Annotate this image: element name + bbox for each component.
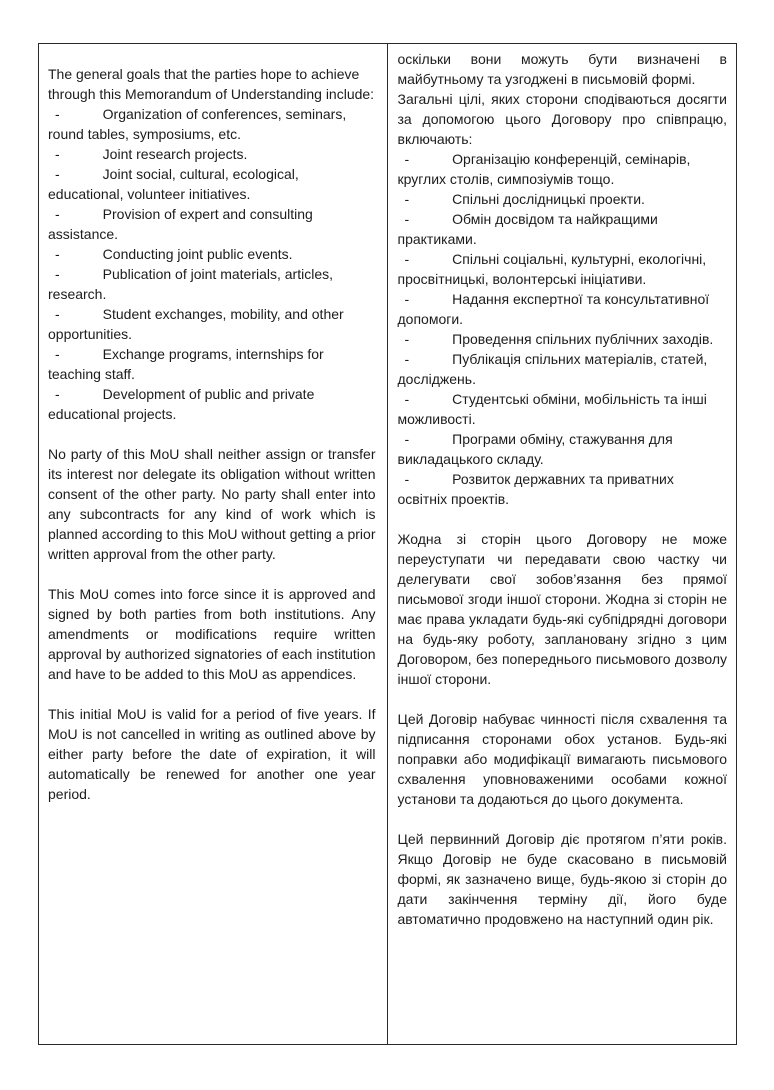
list-dash-marker: - <box>55 386 60 402</box>
paragraph: This MoU comes into force since it is approved and signed by both parties from both institutions. Any amendments or modifications require written approval by authorized signatories of each institution and have to be added to this MoU as appendices. <box>48 586 376 682</box>
list-item <box>398 149 728 189</box>
list-dash-marker: - <box>404 151 410 167</box>
list-item-text: Організацію конференцій, семінарів, круглих столів, симпозіумів тощо. <box>397 151 691 187</box>
list-item <box>398 209 728 249</box>
dashed-list <box>48 384 376 424</box>
list-item-text: Спільні дослідницькі проекти. <box>452 191 645 207</box>
dashed-list <box>398 149 728 469</box>
list-dash-marker: - <box>404 211 410 227</box>
list-item-text: Organization of conferences, seminars, round tables, symposiums, etc. <box>48 106 347 142</box>
list-item-text: Development of public and private educational projects. <box>48 386 315 422</box>
dashed-list <box>48 104 376 384</box>
list-item <box>398 429 728 469</box>
list-item <box>48 304 376 344</box>
list-item <box>48 144 376 164</box>
list-item-text: Joint social, cultural, ecological, educational, volunteer initiatives. <box>48 166 299 202</box>
list-item <box>398 389 728 429</box>
paragraph: Цей первинний Договір діє протягом п’яти років. Якщо Договір не буде скасовано в письмовій формі, як зазначено вище, будь-якою зі сторін до дати закінчення терміну дії, його буде автоматично продовжено на наступний один рік. <box>397 831 727 927</box>
paragraph: Загальні цілі, яких сторони сподіваються досягти за допомогою цього Договору про співпрацю, включають: <box>397 91 727 147</box>
list-item-text: Conducting joint public events. <box>102 246 293 262</box>
mou-bilingual-table <box>38 43 737 1045</box>
list-item-text: Студентські обміни, мобільність та інші можливості. <box>397 391 707 427</box>
paragraph: No party of this MoU shall neither assign or transfer its interest nor delegate its obligation without written consent of the other party. No party shall enter into any subcontracts for any kind of work which is planned according to this MoU without getting a prior written approval from the other party. <box>48 446 376 562</box>
list-item-text: Joint research projects. <box>102 146 248 162</box>
paragraph: оскільки вони можуть бути визначені в майбутньому та узгоджені в письмовій формі. <box>397 51 727 87</box>
list-dash-marker: - <box>55 306 60 322</box>
list-item <box>48 264 376 304</box>
list-item <box>48 204 376 244</box>
list-item <box>48 104 376 144</box>
list-dash-marker: - <box>55 166 60 182</box>
list-item-text: Публікація спільних матеріалів, статей, досліджень. <box>397 351 708 387</box>
list-item-text: Проведення спільних публічних заходів. <box>452 331 714 347</box>
list-dash-marker: - <box>55 266 60 282</box>
list-item <box>398 289 728 329</box>
column-ukrainian <box>388 44 737 1044</box>
paragraph: Цей Договір набуває чинності після схвалення та підписання сторонами обох установ. Будь-які поправки або модифікації вимагають письмового схвалення уповноваженими особами кожної установи та додаються до цього документа. <box>397 711 727 807</box>
list-item-text: Обмін досвідом та найкращими практиками. <box>397 211 658 247</box>
list-item-text: Student exchanges, mobility, and other opportunities. <box>48 306 344 342</box>
column-english <box>39 44 388 1044</box>
list-dash-marker: - <box>55 246 60 262</box>
list-item-text: Provision of expert and consulting assistance. <box>48 206 313 242</box>
paragraph: This initial MoU is valid for a period of five years. If MoU is not cancelled in writing as outlined above by either party before the date of expiration, it will automatically be renewed for another one year period. <box>48 706 376 802</box>
paragraph: The general goals that the parties hope to achieve through this Memorandum of Understanding include: <box>48 66 375 102</box>
list-item <box>398 189 728 209</box>
list-dash-marker: - <box>404 471 410 487</box>
list-item <box>48 384 376 424</box>
list-dash-marker: - <box>404 391 410 407</box>
list-item <box>48 164 376 204</box>
dashed-list <box>398 469 728 509</box>
list-item <box>398 249 728 289</box>
list-dash-marker: - <box>404 291 410 307</box>
list-item-text: Надання експертної та консультативної допомоги. <box>397 291 710 327</box>
list-dash-marker: - <box>55 146 60 162</box>
list-dash-marker: - <box>55 106 60 122</box>
paragraph: Жодна зі сторін цього Договору не може переуступати чи передавати свою частку чи делегувати свої зобов’язання без прямої письмової згоди іншої сторони. Жодна зі сторін не має права укладати будь-які субпідрядні договори на будь-яку роботу, заплановану згідно з цим Договором, без попереднього письмового дозволу іншої сторони. <box>397 531 727 687</box>
list-item-text: Publication of joint materials, articles, research. <box>48 266 333 302</box>
list-dash-marker: - <box>404 431 410 447</box>
list-item <box>398 469 728 509</box>
list-item-text: Розвиток державних та приватних освітніх проектів. <box>397 471 674 507</box>
list-item <box>48 244 376 264</box>
list-dash-marker: - <box>404 251 410 267</box>
list-dash-marker: - <box>55 206 60 222</box>
list-item <box>48 344 376 384</box>
list-item <box>398 329 728 349</box>
list-item-text: Програми обміну, стажування для викладацького складу. <box>397 431 673 467</box>
list-item-text: Спільні соціальні, культурні, екологічні, просвітницькі, волонтерські ініціативи. <box>397 251 707 287</box>
list-dash-marker: - <box>404 351 410 367</box>
list-item <box>398 349 728 389</box>
list-dash-marker: - <box>55 346 60 362</box>
list-dash-marker: - <box>404 191 410 207</box>
list-item-text: Exchange programs, internships for teaching staff. <box>48 346 324 382</box>
list-dash-marker: - <box>404 331 410 347</box>
